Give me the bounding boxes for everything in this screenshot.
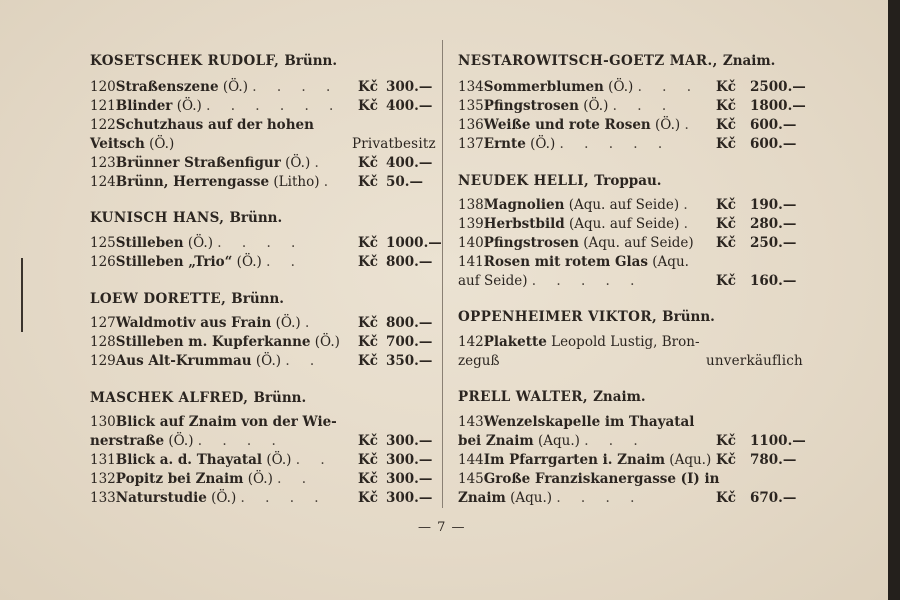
entry-title: Aus Alt-Krummau [115, 353, 252, 369]
artist-city: Znaim. [722, 53, 776, 69]
artist-heading [90, 210, 282, 226]
currency-label: Kč [716, 273, 736, 289]
entry-medium: auf Seide) [458, 273, 528, 289]
entry-number: 121 [90, 98, 116, 114]
currency-label: Kč [716, 452, 736, 468]
entry-medium: (Ö.) [243, 471, 273, 487]
entry-number: 139 [458, 216, 484, 232]
entry-title: Straßenszene [115, 79, 219, 95]
entry-number: 140 [458, 235, 484, 251]
entry-price: 600.— [750, 136, 797, 152]
leader-dots: . . . . [197, 433, 284, 449]
catalog-entry-line [458, 235, 797, 254]
currency-label: Kč [716, 433, 736, 449]
entry-price: 300.— [386, 452, 433, 468]
entry-title: Weiße und rote Rosen [483, 117, 651, 133]
entry-title: Im Pfarrgarten i. Znaim [483, 452, 666, 468]
entry-title: Stilleben „Trio“ [115, 254, 233, 270]
catalog-entry-line [458, 471, 719, 490]
entry-title: Brünn, Herrengasse [115, 174, 270, 190]
leader-dots: . [684, 117, 697, 133]
leader-dots: . [314, 155, 327, 171]
leader-dots: . . . . . [531, 273, 643, 289]
entry-title: Popitz bei Znaim [115, 471, 244, 487]
entry-price: 1800.— [750, 98, 806, 114]
catalog-entry-line [90, 98, 433, 117]
entry-title: Naturstudie [115, 490, 207, 506]
entry-medium: (Aqu.) [665, 452, 712, 468]
entry-number: 132 [90, 471, 116, 487]
entry-price: 2500.— [750, 79, 806, 95]
entry-price: 300.— [386, 471, 433, 487]
entry-title: Stilleben [115, 235, 184, 251]
currency-label: Kč [358, 79, 378, 95]
entry-number: 129 [90, 353, 116, 369]
entry-number: 142 [458, 334, 484, 350]
entry-title: Wenzelskapelle im Thayatal [483, 414, 695, 430]
entry-number: 135 [458, 98, 484, 114]
entry-price: 780.— [750, 452, 797, 468]
leader-dots: . . [277, 471, 315, 487]
entry-medium: (Ö.) [251, 353, 282, 369]
entry-number: 137 [458, 136, 484, 152]
catalog-entry-line [90, 315, 433, 334]
catalog-entry-line [458, 273, 797, 292]
entry-price: 350.— [386, 353, 433, 369]
currency-label: Kč [716, 197, 736, 213]
catalog-entry-line [458, 334, 700, 353]
artist-city: Brünn. [253, 390, 307, 406]
entry-medium: (Ö.) [183, 235, 213, 251]
entry-price: 300.— [386, 433, 433, 449]
currency-label: Kč [358, 353, 378, 369]
leader-dots: . . . [584, 433, 646, 449]
currency-label: Kč [716, 216, 736, 232]
entry-medium: (Ö.) [578, 98, 609, 114]
catalog-entry-line [458, 98, 806, 117]
catalog-entry-line [90, 414, 337, 433]
entry-number: 138 [458, 197, 484, 213]
leader-dots: . [323, 174, 337, 190]
entry-title: Große Franziskanergasse (I) in [483, 471, 720, 487]
leader-dots: . . . . . . [206, 98, 342, 114]
artist-name: NESTAROWITSCH-GOETZ MAR., [458, 53, 718, 69]
leader-dots: . . . . . [559, 136, 671, 152]
currency-label: Kč [358, 471, 378, 487]
catalog-entry-line [90, 471, 433, 490]
entry-note: unverkäuflich [706, 353, 803, 369]
entry-title: Znaim [458, 490, 506, 506]
currency-label: Kč [358, 254, 378, 270]
binding-mark [21, 258, 23, 332]
entry-note: Privatbesitz [352, 136, 436, 152]
entry-price: 190.— [750, 197, 797, 213]
currency-label: Kč [358, 155, 378, 171]
catalog-entry-line [90, 174, 423, 193]
leader-dots: . . . [637, 79, 700, 95]
entry-title: Veitsch [90, 136, 145, 152]
entry-title: Stilleben m. Kupferkanne [115, 334, 311, 350]
artist-heading [458, 309, 715, 325]
catalog-entry-line [90, 353, 433, 372]
artist-name: PRELL WALTER, [458, 389, 588, 405]
catalog-entry-line [90, 452, 433, 471]
entry-title: Sommerblumen [483, 79, 604, 95]
entry-price: 1000.— [386, 235, 442, 251]
entry-price: 160.— [750, 273, 797, 289]
entry-number: 133 [90, 490, 116, 506]
entry-price: 600.— [750, 117, 797, 133]
currency-label: Kč [716, 98, 736, 114]
entry-number: 122 [90, 117, 116, 133]
entry-medium: (Ö.) [310, 334, 340, 350]
catalog-entry-line [458, 353, 803, 372]
artist-city: Brünn. [284, 53, 338, 69]
page-edge-shadow [888, 0, 900, 600]
entry-medium: zeguß [458, 353, 500, 369]
catalog-entry-line [90, 136, 436, 155]
entry-medium: (Aqu. [648, 254, 689, 270]
entry-number: 126 [90, 254, 116, 270]
catalog-entry-line [90, 235, 442, 254]
artist-city: Troppau. [594, 173, 662, 189]
entry-number: 120 [90, 79, 116, 95]
entry-number: 145 [458, 471, 484, 487]
entry-price: 670.— [750, 490, 797, 506]
artist-name: OPPENHEIMER VIKTOR, [458, 309, 658, 325]
entry-title: Ernte [483, 136, 526, 152]
artist-city: Znaim. [593, 389, 646, 405]
entry-medium: (Ö.) [262, 452, 292, 468]
entry-medium: (Ö.) [280, 155, 311, 171]
leader-dots: . . [295, 452, 333, 468]
entry-title: Magnolien [483, 197, 565, 213]
entry-number: 125 [90, 235, 116, 251]
entry-price: 300.— [386, 79, 433, 95]
artist-name: LOEW DORETTE, [90, 291, 227, 307]
entry-medium: (Ö.) [144, 136, 175, 152]
artist-city: Brünn. [229, 210, 283, 226]
catalog-entry-line [458, 433, 806, 452]
catalog-entry-line [90, 490, 433, 509]
entry-number: 144 [458, 452, 484, 468]
catalog-entry-line [90, 117, 314, 136]
leader-dots: . [683, 197, 696, 213]
entry-number: 123 [90, 155, 116, 171]
entry-price: 400.— [386, 155, 433, 171]
artist-name: NEUDEK HELLI, [458, 173, 590, 189]
currency-label: Kč [358, 490, 378, 506]
entry-medium: (Ö.) [271, 315, 301, 331]
entry-price: 400.— [386, 98, 433, 114]
artist-heading [90, 390, 306, 406]
currency-label: Kč [358, 452, 378, 468]
entry-price: 250.— [750, 235, 797, 251]
entry-medium: (Ö.) [650, 117, 681, 133]
catalog-entry-line [458, 216, 797, 235]
entry-title: Waldmotiv aus Frain [115, 315, 272, 331]
leader-dots: . . [285, 353, 323, 369]
entry-medium: (Aqu.) [533, 433, 580, 449]
entry-price: 300.— [386, 490, 433, 506]
artist-heading [90, 291, 284, 307]
entry-number: 131 [90, 452, 116, 468]
catalog-entry-line [458, 136, 797, 155]
entry-title: Blick auf Znaim von der Wie- [115, 414, 337, 430]
entry-title: Blick a. d. Thayatal [115, 452, 263, 468]
entry-price: 1100.— [750, 433, 806, 449]
entry-price: 50.— [386, 174, 423, 190]
leader-dots: . . . . [217, 235, 304, 251]
artist-city: Brünn. [231, 291, 284, 307]
entry-medium: (Ö.) [603, 79, 634, 95]
entry-number: 136 [458, 117, 484, 133]
artist-name: MASCHEK ALFRED, [90, 390, 249, 406]
leader-dots: . . [266, 254, 303, 270]
currency-label: Kč [358, 315, 378, 331]
currency-label: Kč [358, 433, 378, 449]
currency-label: Kč [716, 136, 736, 152]
entry-medium: (Aqu. auf Seide) [578, 235, 694, 251]
currency-label: Kč [716, 490, 736, 506]
entry-price: 280.— [750, 216, 797, 232]
currency-label: Kč [716, 235, 736, 251]
entry-title: Schutzhaus auf der hohen [115, 117, 314, 133]
currency-label: Kč [358, 174, 378, 190]
entry-number: 128 [90, 334, 116, 350]
catalog-entry-line [90, 433, 433, 452]
entry-number: 127 [90, 315, 116, 331]
currency-label: Kč [358, 98, 378, 114]
entry-title: Rosen mit rotem Glas [483, 254, 648, 270]
entry-title: Pfingstrosen [483, 98, 579, 114]
catalog-entry-line [90, 155, 433, 174]
catalog-entry-line [458, 79, 806, 98]
currency-label: Kč [716, 117, 736, 133]
entry-price: 800.— [386, 315, 433, 331]
artist-heading [90, 53, 337, 69]
currency-label: Kč [716, 79, 736, 95]
entry-number: 130 [90, 414, 116, 430]
entry-medium: (Ö.) [232, 254, 262, 270]
catalog-entry-line [458, 414, 694, 433]
leader-dots: . . . . [252, 79, 339, 95]
entry-number: 143 [458, 414, 484, 430]
leader-dots: . . . . [556, 490, 643, 506]
entry-price: 800.— [386, 254, 433, 270]
entry-medium: (Ö.) [206, 490, 237, 506]
entry-title: Brünner Straßenfigur [115, 155, 281, 171]
leader-dots: . [683, 216, 696, 232]
artist-heading [458, 173, 662, 189]
entry-medium: (Aqu. auf Seide) [564, 197, 680, 213]
entry-medium: (Ö.) [525, 136, 556, 152]
page-number: — 7 — [418, 520, 466, 535]
currency-label: Kč [358, 334, 378, 350]
currency-label: Kč [358, 235, 378, 251]
entry-number: 141 [458, 254, 484, 270]
catalog-entry-line [458, 254, 689, 273]
entry-medium: (Ö.) [172, 98, 202, 114]
entry-title: Plakette [483, 334, 547, 350]
artist-heading [458, 53, 775, 69]
entry-medium: (Litho) [269, 174, 320, 190]
entry-title: Blinder [115, 98, 173, 114]
entry-price: 700.— [386, 334, 433, 350]
catalog-entry-line [458, 197, 797, 216]
artist-name: KUNISCH HANS, [90, 210, 225, 226]
artist-name: KOSETSCHEK RUDOLF, [90, 53, 280, 69]
entry-title: Pfingstrosen [483, 235, 579, 251]
entry-medium: (Ö.) [164, 433, 194, 449]
catalog-entry-line [458, 490, 797, 509]
catalog-entry-line [90, 79, 433, 98]
entry-medium: (Ö.) [218, 79, 248, 95]
entry-title: bei Znaim [458, 433, 534, 449]
entry-number: 134 [458, 79, 484, 95]
leader-dots: . . . . [240, 490, 327, 506]
entry-medium: (Aqu.) [505, 490, 553, 506]
catalog-entry-line [90, 254, 433, 273]
entry-medium: (Aqu. auf Seide) [564, 216, 680, 232]
entry-number: 124 [90, 174, 116, 190]
leader-dots: . [305, 315, 318, 331]
artist-heading [458, 389, 646, 405]
catalog-entry-line [90, 334, 433, 353]
entry-medium: Leopold Lustig, Bron- [546, 334, 700, 350]
catalog-entry-line [458, 452, 797, 471]
artist-city: Brünn. [662, 309, 715, 325]
entry-title: Herbstbild [483, 216, 565, 232]
catalog-entry-line [458, 117, 797, 136]
entry-title: nerstraße [90, 433, 165, 449]
leader-dots: . . . [612, 98, 675, 114]
